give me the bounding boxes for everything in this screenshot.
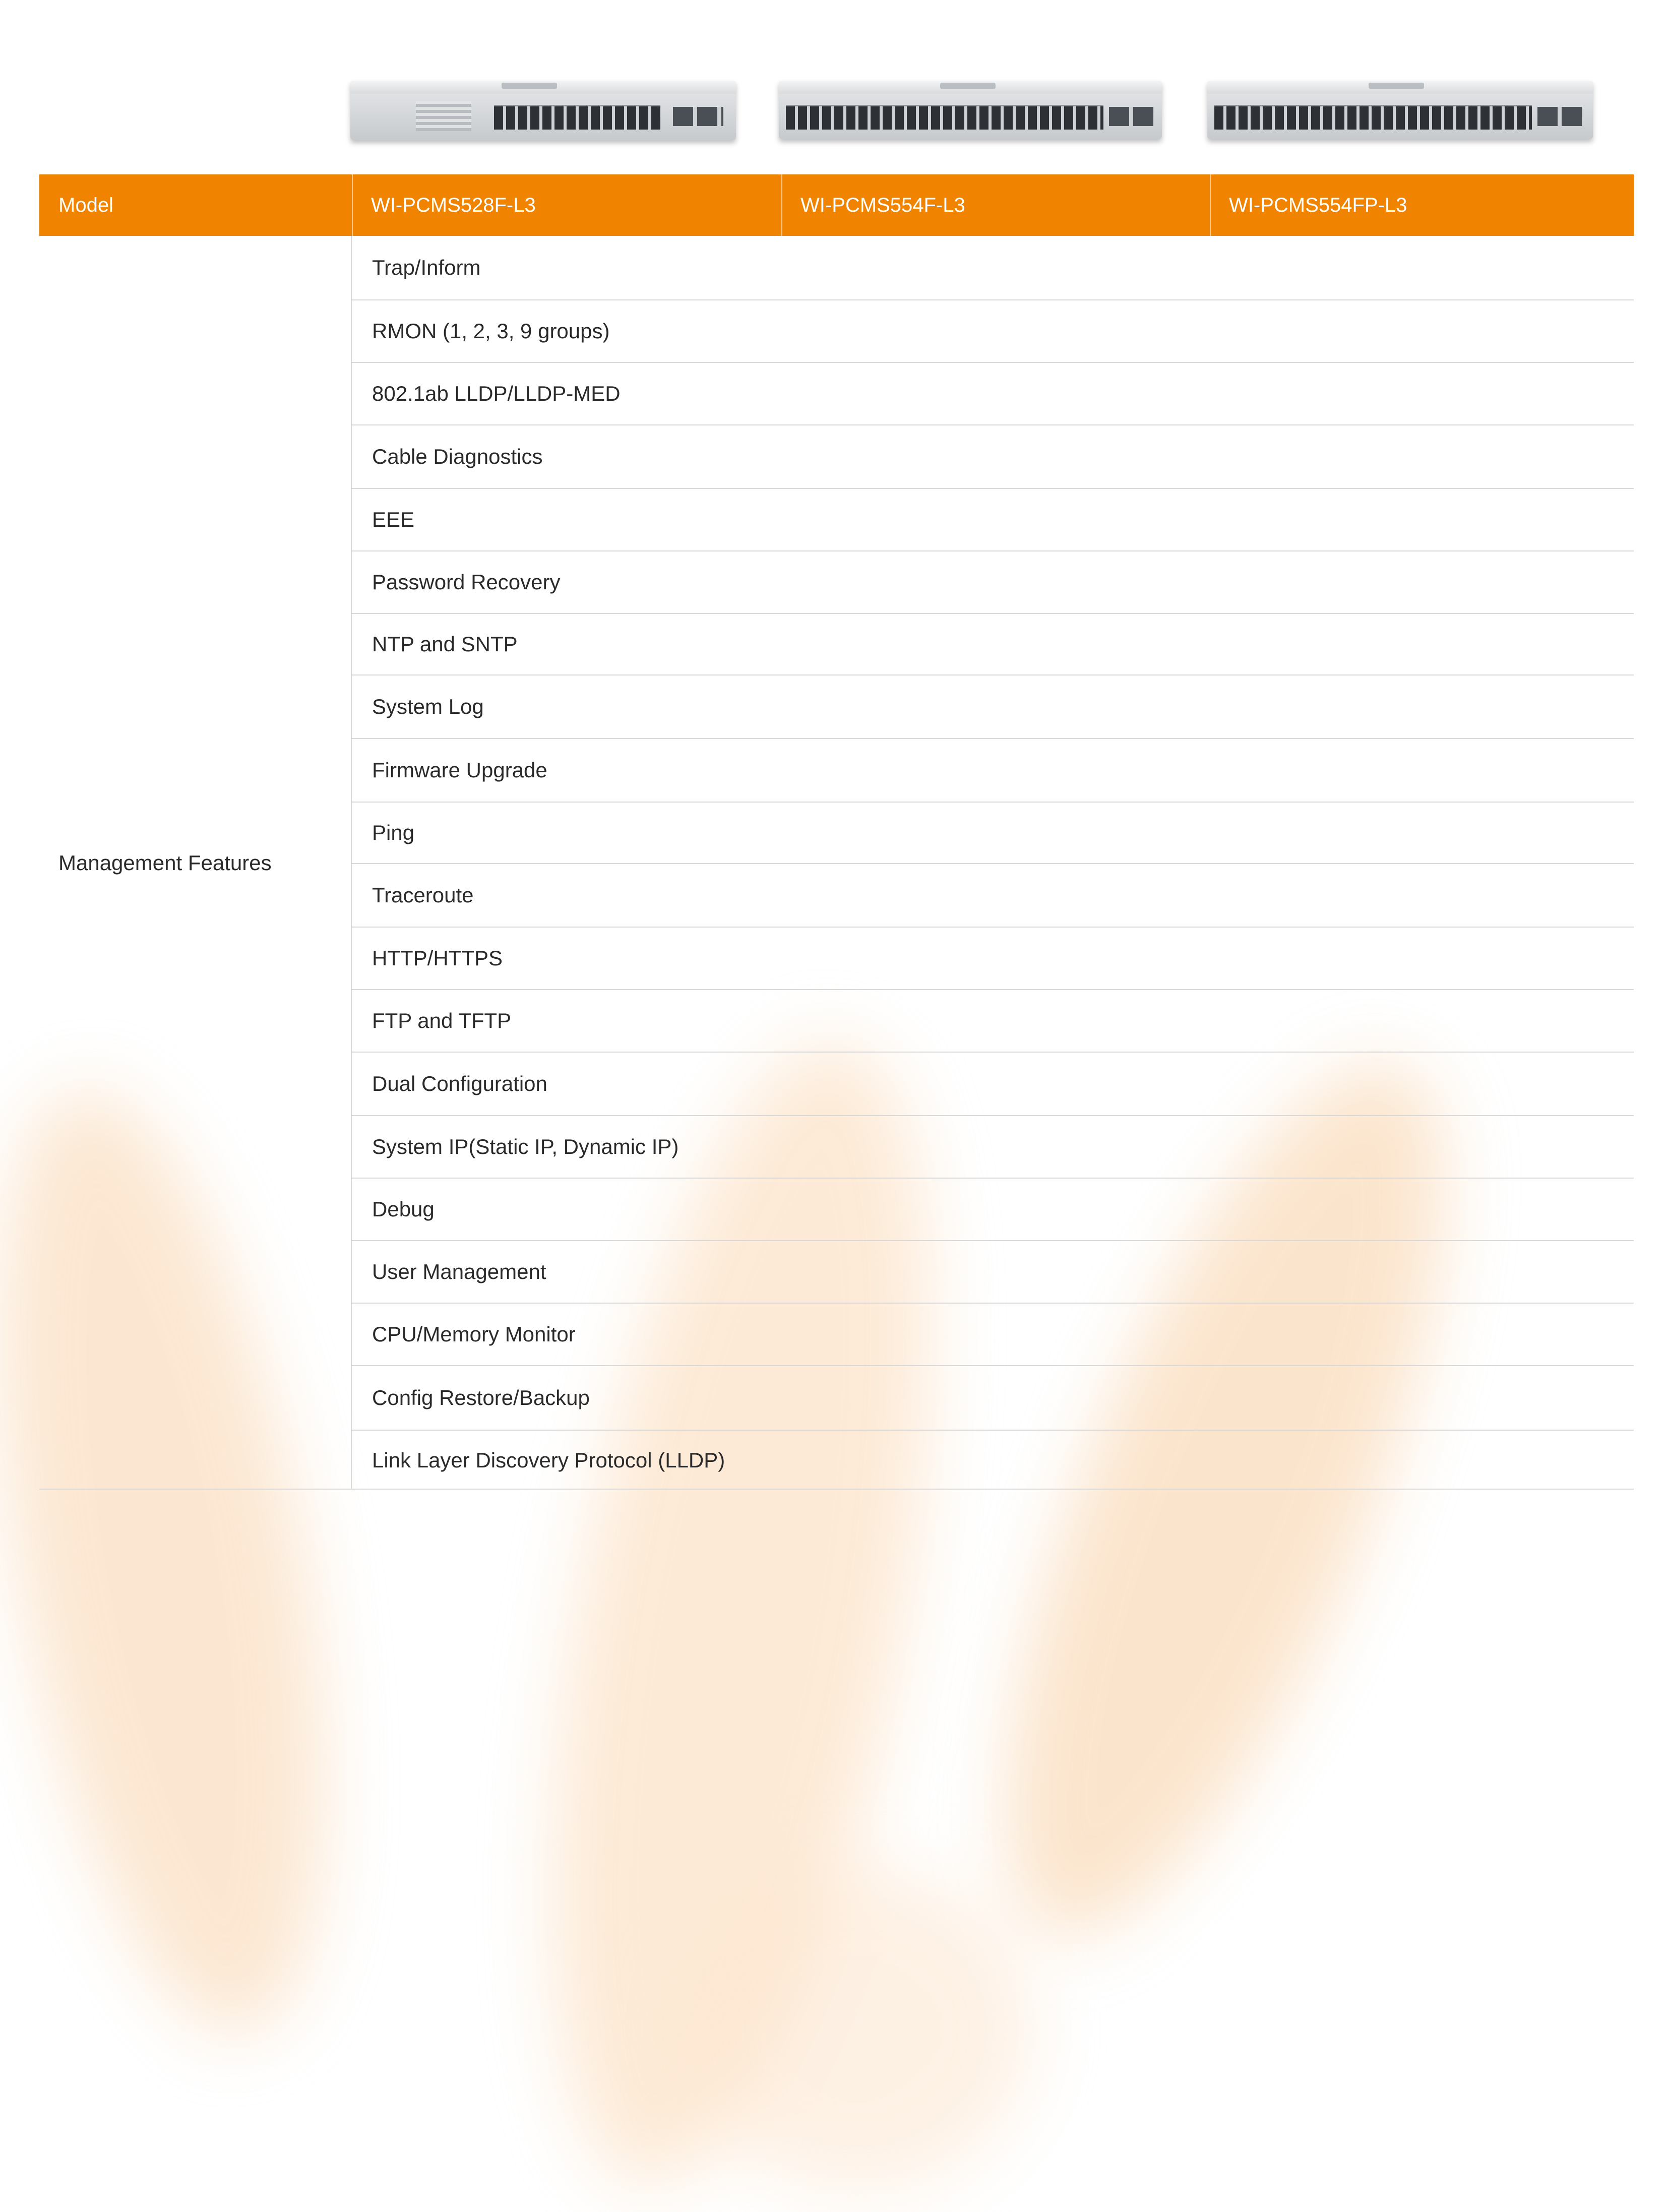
watermark-stroke-4	[681, 1865, 1033, 2193]
model-name-3: WI-PCMS554FP-L3	[1229, 194, 1407, 216]
model-name-2: WI-PCMS554F-L3	[800, 194, 965, 216]
feature-row: System Log	[352, 675, 1634, 739]
feature-row: RMON (1, 2, 3, 9 groups)	[352, 300, 1634, 363]
feature-row: Ping	[352, 803, 1634, 864]
feature-row: User Management	[352, 1241, 1634, 1304]
feature-row: Traceroute	[352, 864, 1634, 928]
feature-row: Trap/Inform	[352, 236, 1634, 300]
product-image-wi-pcms528f-l3	[350, 81, 736, 140]
feature-row: 802.1ab LLDP/LLDP-MED	[352, 363, 1634, 425]
product-image-wi-pcms554f-l3	[779, 81, 1162, 139]
product-image-wi-pcms554fp-l3	[1207, 81, 1593, 139]
feature-row: System IP(Static IP, Dynamic IP)	[352, 1116, 1634, 1179]
model-column-label: Model	[58, 194, 113, 216]
feature-row: Cable Diagnostics	[352, 425, 1634, 489]
feature-row: HTTP/HTTPS	[352, 928, 1634, 990]
feature-row: EEE	[352, 489, 1634, 551]
feature-row: Dual Configuration	[352, 1053, 1634, 1116]
model-name-1: WI-PCMS528F-L3	[371, 194, 536, 216]
table-header-row	[39, 174, 1634, 236]
feature-row: Firmware Upgrade	[352, 739, 1634, 803]
feature-row: Debug	[352, 1179, 1634, 1241]
feature-row: FTP and TFTP	[352, 990, 1634, 1053]
feature-row: Config Restore/Backup	[352, 1366, 1634, 1431]
feature-row: NTP and SNTP	[352, 614, 1634, 675]
section-label: Management Features	[58, 850, 272, 875]
feature-row: Link Layer Discovery Protocol (LLDP)	[372, 1448, 725, 1472]
feature-row: CPU/Memory Monitor	[352, 1304, 1634, 1366]
table-bottom-border	[39, 1489, 1634, 1490]
feature-row: Password Recovery	[352, 551, 1634, 614]
section-label-cell	[39, 236, 352, 1490]
